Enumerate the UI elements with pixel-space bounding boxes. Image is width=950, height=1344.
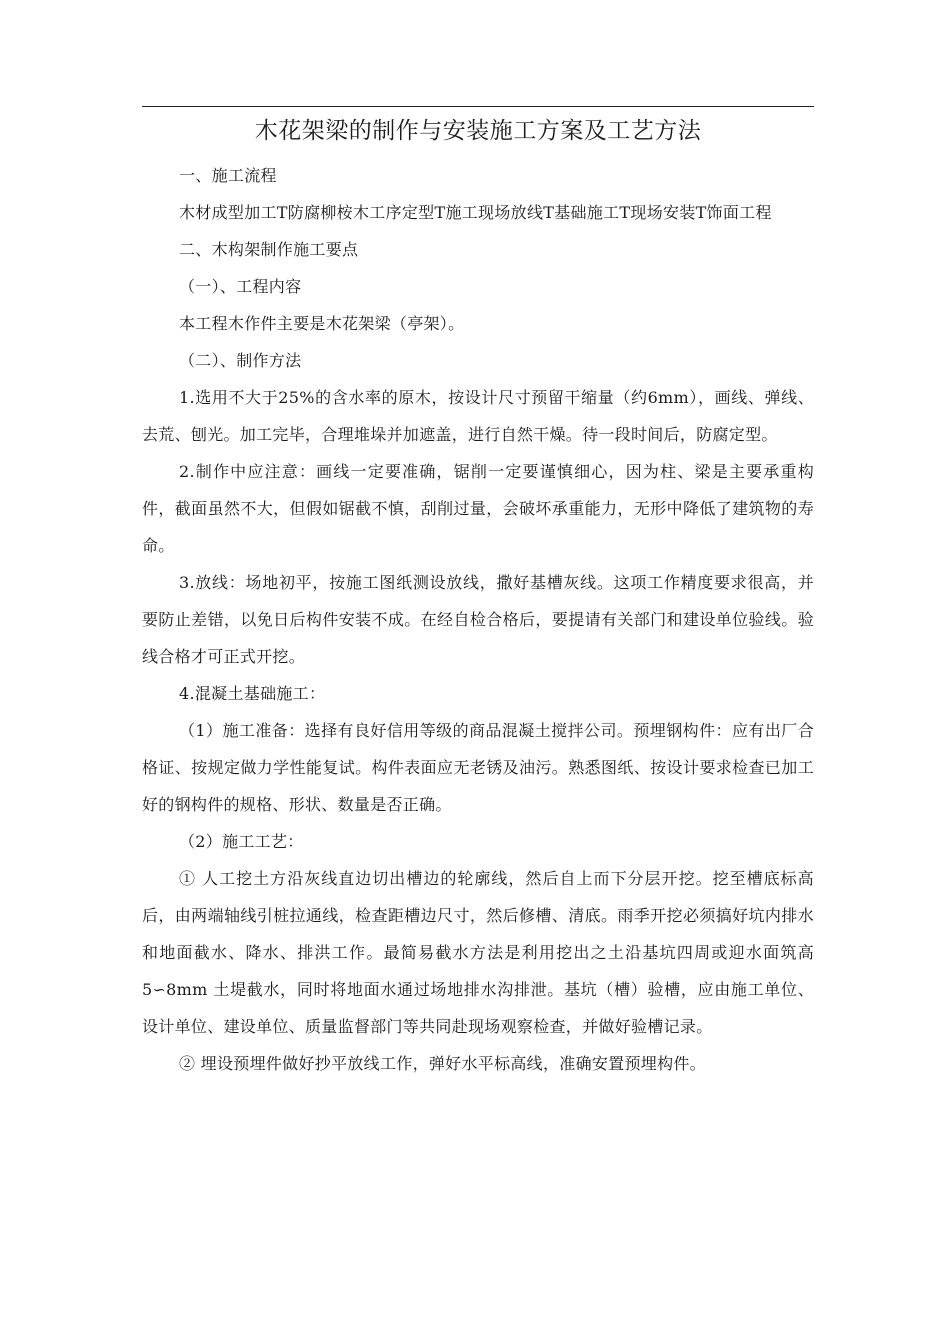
- paragraph: 木材成型加工T防腐柳桉木工序定型T施工现场放线T基础施工T现场安装T饰面工程: [179, 203, 772, 222]
- paragraph: 4.混凝土基础施工：: [179, 684, 326, 703]
- paragraph: （1）施工准备：选择有良好信用等级的商品混凝土搅拌公司。预埋钢构件：应有出厂合格证、按规定做力学性能复试。构件表面应无老锈及油污。熟悉图纸、按设计要求检查已加工好的钢构件的规格、形状、数量是否正确。: [142, 721, 814, 814]
- paragraph: 本工程木作件主要是木花架梁（亭架）。: [179, 314, 465, 333]
- document-title: 木花架梁的制作与安装施工方案及工艺方法: [254, 118, 702, 144]
- paragraph: ① 人工挖土方沿灰线直边切出槽边的轮廓线，然后自上而下分层开挖。挖至槽底标高后，由两端轴线引桩拉通线，检查距槽边尺寸，然后修槽、清底。雨季开挖必须搞好坑内排水和地面截水、降水、排洪工作。最简易截水方法是利用挖出之土沿基坑四周或迎水面筑高5∽8mm 土堤截水，同时将地面水通过场地排水沟排泄。基坑（槽）验槽，应由施工单位、设计单位、建设单位、质量监督部门等共同赴现场观察检查，并做好验槽记录。: [142, 869, 814, 1036]
- paragraph: 3.放线：场地初平，按施工图纸测设放线，撒好基槽灰线。这项工作精度要求很高，并要防止差错，以免日后构件安装不成。在经自检合格后，要提请有关部门和建设单位验线。验线合格才可正式开挖。: [142, 573, 814, 666]
- paragraph: ② 埋设预埋件做好抄平放线工作，弹好水平标高线，准确安置预埋构件。: [179, 1054, 706, 1073]
- section-heading: 一、施工流程: [179, 166, 277, 185]
- paragraph: 1.选用不大于25%的含水率的原木，按设计尺寸预留干缩量（约6mm），画线、弹线、去荒、刨光。加工完毕，合理堆垛并加遮盖，进行自然干燥。待一段时间后，防腐定型。: [142, 388, 814, 444]
- document-page: [142, 106, 814, 1082]
- header-rule: [142, 106, 814, 107]
- paragraph: （2）施工工艺：: [179, 832, 304, 851]
- paragraph: 2.制作中应注意：画线一定要准确，锯削一定要谨慎细心，因为柱、梁是主要承重构件，截面虽然不大，但假如锯截不慎，刮削过量，会破坏承重能力，无形中降低了建筑物的寿命。: [142, 462, 814, 555]
- subsection-heading: （二）、制作方法: [179, 351, 302, 370]
- section-heading: 二、木构架制作施工要点: [179, 240, 359, 259]
- subsection-heading: （一）、工程内容: [179, 277, 302, 296]
